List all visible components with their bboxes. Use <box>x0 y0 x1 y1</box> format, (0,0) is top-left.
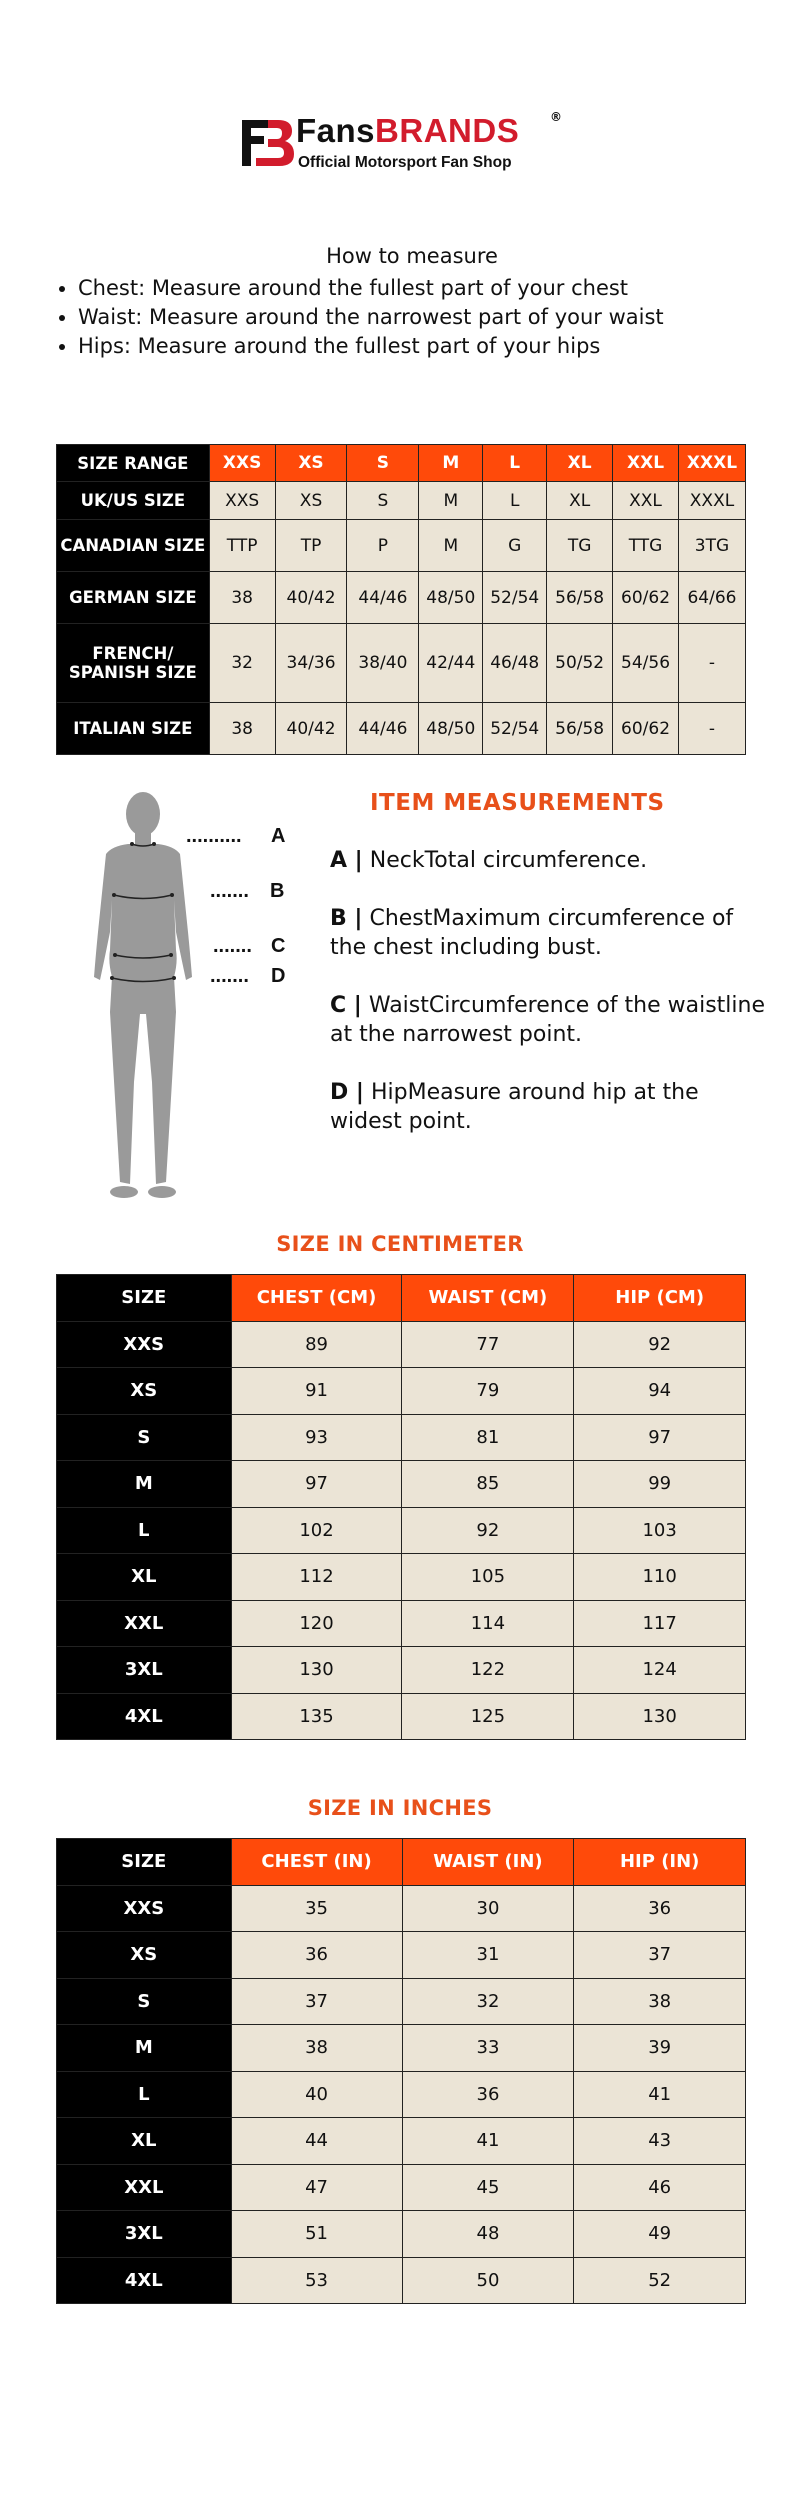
size-table-value-cell: 50 <box>402 2257 574 2304</box>
size-range-cell: 50/52 <box>547 624 613 703</box>
size-table-value-cell: 41 <box>402 2118 574 2165</box>
size-range-cell: 34/36 <box>275 624 347 703</box>
item-measurement-text: NeckTotal circumference. <box>369 848 648 873</box>
size-range-cell: 46/48 <box>483 624 547 703</box>
inch-table-title: SIZE IN INCHES <box>307 1796 493 1820</box>
size-table-size-cell: L <box>57 1507 232 1554</box>
size-table-header-cell: HIP (CM) <box>574 1275 746 1322</box>
size-table-value-cell: 33 <box>402 2025 574 2072</box>
item-measurement-label: D | <box>330 1080 364 1105</box>
human-silhouette-icon <box>94 792 192 1198</box>
marker-c-dots: ....... <box>213 935 252 957</box>
size-range-cell: 60/62 <box>613 572 679 624</box>
size-range-cell: 38 <box>209 572 275 624</box>
size-range-row-label: FRENCH/ SPANISH SIZE <box>57 624 210 703</box>
size-table-header-row <box>57 1839 746 1886</box>
item-measurement-label: B | <box>330 906 363 931</box>
size-range-cell: L <box>483 482 547 520</box>
size-table-value-cell: 102 <box>231 1507 402 1554</box>
item-measurements-list <box>330 846 770 1165</box>
marker-d-label: D <box>271 965 286 987</box>
size-table-value-cell: 97 <box>231 1461 402 1508</box>
size-table-value-cell: 91 <box>231 1368 402 1415</box>
size-table-row <box>57 2025 746 2072</box>
size-range-cell: S <box>347 482 419 520</box>
size-range-cell: 44/46 <box>347 572 419 624</box>
size-table-value-cell: 46 <box>574 2164 746 2211</box>
size-range-row <box>57 520 746 572</box>
size-table-row <box>57 1647 746 1694</box>
size-range-header-cell: XXXL <box>678 445 745 482</box>
size-range-header-cell: XS <box>275 445 347 482</box>
marker-d-dots: ....... <box>210 965 249 987</box>
size-range-cell: 38/40 <box>347 624 419 703</box>
size-table-row <box>57 1368 746 1415</box>
item-measurements-title: ITEM MEASUREMENTS <box>370 790 665 816</box>
size-range-cell: 32 <box>209 624 275 703</box>
size-table-value-cell: 36 <box>574 1885 746 1932</box>
size-table-value-cell: 92 <box>574 1321 746 1368</box>
size-table-size-cell: 4XL <box>57 1693 232 1740</box>
size-range-cell: 54/56 <box>613 624 679 703</box>
size-range-cell: 52/54 <box>483 572 547 624</box>
size-table-value-cell: 89 <box>231 1321 402 1368</box>
size-table-value-cell: 52 <box>574 2257 746 2304</box>
item-measurement-text: HipMeasure around hip at the widest point. <box>330 1080 699 1134</box>
size-range-header-row <box>57 445 746 482</box>
size-table-value-cell: 31 <box>402 1932 574 1979</box>
size-table-row <box>57 1885 746 1932</box>
size-table-value-cell: 53 <box>231 2257 402 2304</box>
size-range-cell: G <box>483 520 547 572</box>
size-range-cell: 3TG <box>678 520 745 572</box>
size-table-size-cell: XS <box>57 1932 232 1979</box>
size-table-value-cell: 51 <box>231 2211 402 2258</box>
cm-size-table <box>56 1274 746 1740</box>
size-table-value-cell: 85 <box>402 1461 574 1508</box>
size-table-value-cell: 38 <box>231 2025 402 2072</box>
size-table-row <box>57 2071 746 2118</box>
size-range-cell: TG <box>547 520 613 572</box>
item-measurement <box>330 1078 770 1136</box>
size-table-header-cell: SIZE <box>57 1275 232 1322</box>
size-range-row-label: GERMAN SIZE <box>57 572 210 624</box>
size-table-value-cell: 48 <box>402 2211 574 2258</box>
size-table-value-cell: 49 <box>574 2211 746 2258</box>
size-range-cell: TTP <box>209 520 275 572</box>
size-range-cell: XXS <box>209 482 275 520</box>
size-table-header-cell: SIZE <box>57 1839 232 1886</box>
size-table-row <box>57 1554 746 1601</box>
item-measurement-label: A | <box>330 848 363 873</box>
size-range-header-label: SIZE RANGE <box>57 445 210 482</box>
size-table-value-cell: 97 <box>574 1414 746 1461</box>
size-table-value-cell: 94 <box>574 1368 746 1415</box>
size-table-value-cell: 93 <box>231 1414 402 1461</box>
size-range-cell: 40/42 <box>275 703 347 755</box>
size-range-cell: 44/46 <box>347 703 419 755</box>
size-table-value-cell: 120 <box>231 1600 402 1647</box>
size-range-cell: XL <box>547 482 613 520</box>
size-range-cell: TP <box>275 520 347 572</box>
how-to-measure-list <box>52 274 800 361</box>
size-range-cell: 48/50 <box>419 703 483 755</box>
marker-b-dots: ....... <box>210 880 249 902</box>
size-table-value-cell: 125 <box>402 1693 574 1740</box>
size-range-header-cell: L <box>483 445 547 482</box>
size-range-header-cell: S <box>347 445 419 482</box>
marker-c-label: C <box>271 935 286 957</box>
size-range-cell: XS <box>275 482 347 520</box>
item-measurement <box>330 991 770 1049</box>
size-table-size-cell: S <box>57 1414 232 1461</box>
size-table-value-cell: 37 <box>574 1932 746 1979</box>
size-table-value-cell: 110 <box>574 1554 746 1601</box>
size-table-row <box>57 1932 746 1979</box>
cm-table-title: SIZE IN CENTIMETER <box>276 1232 524 1256</box>
size-table-size-cell: XL <box>57 2118 232 2165</box>
size-table-value-cell: 114 <box>402 1600 574 1647</box>
size-range-row <box>57 572 746 624</box>
size-table-size-cell: 3XL <box>57 1647 232 1694</box>
size-range-cell: 48/50 <box>419 572 483 624</box>
size-range-cell: 56/58 <box>547 703 613 755</box>
size-table-row <box>57 2257 746 2304</box>
size-range-cell: M <box>419 520 483 572</box>
size-table-value-cell: 105 <box>402 1554 574 1601</box>
size-table-value-cell: 32 <box>402 1978 574 2025</box>
size-table-value-cell: 135 <box>231 1693 402 1740</box>
size-table-row <box>57 1507 746 1554</box>
size-range-header-cell: XXS <box>209 445 275 482</box>
size-table-value-cell: 122 <box>402 1647 574 1694</box>
how-to-measure-item: • Hips: Measure around the fullest part of your hips <box>78 332 800 361</box>
size-table-row <box>57 1600 746 1647</box>
size-table-value-cell: 39 <box>574 2025 746 2072</box>
size-table-value-cell: 36 <box>231 1932 402 1979</box>
item-measurement-label: C | <box>330 993 362 1018</box>
size-table-value-cell: 38 <box>574 1978 746 2025</box>
size-table-size-cell: XXS <box>57 1321 232 1368</box>
size-table-header-row <box>57 1275 746 1322</box>
size-range-table <box>56 444 746 755</box>
registered-mark: ® <box>550 110 562 124</box>
size-table-value-cell: 36 <box>402 2071 574 2118</box>
size-table-value-cell: 45 <box>402 2164 574 2211</box>
size-range-cell: 52/54 <box>483 703 547 755</box>
size-table-value-cell: 81 <box>402 1414 574 1461</box>
item-measurement-text: ChestMaximum circumference of the chest including bust. <box>330 906 734 960</box>
size-range-header-cell: M <box>419 445 483 482</box>
size-table-value-cell: 92 <box>402 1507 574 1554</box>
brand-name-fans: Fans <box>296 112 376 149</box>
size-range-cell: XXXL <box>678 482 745 520</box>
size-table-row <box>57 1693 746 1740</box>
size-table-row <box>57 2118 746 2165</box>
marker-a-label: A <box>271 825 286 847</box>
size-range-cell: - <box>678 703 745 755</box>
size-table-row <box>57 2211 746 2258</box>
size-table-row <box>57 1414 746 1461</box>
size-table-value-cell: 30 <box>402 1885 574 1932</box>
inch-size-table <box>56 1838 746 2304</box>
size-table-value-cell: 47 <box>231 2164 402 2211</box>
brand-name-brands: BRANDS <box>375 112 520 149</box>
brand-logo <box>238 110 568 180</box>
size-range-cell: XXL <box>613 482 679 520</box>
size-range-row <box>57 624 746 703</box>
marker-a-dots: .......... <box>186 825 242 847</box>
size-range-cell: P <box>347 520 419 572</box>
size-range-cell: TTG <box>613 520 679 572</box>
item-measurement-text: WaistCircumference of the waistline at the narrowest point. <box>330 993 765 1047</box>
size-table-size-cell: XXS <box>57 1885 232 1932</box>
size-table-value-cell: 130 <box>574 1693 746 1740</box>
size-range-row <box>57 703 746 755</box>
size-table-header-cell: WAIST (IN) <box>402 1839 574 1886</box>
size-table-value-cell: 44 <box>231 2118 402 2165</box>
size-range-row-label: CANADIAN SIZE <box>57 520 210 572</box>
size-table-size-cell: M <box>57 1461 232 1508</box>
size-table-value-cell: 117 <box>574 1600 746 1647</box>
size-table-size-cell: XS <box>57 1368 232 1415</box>
how-to-measure-section <box>0 244 800 361</box>
brand-wordmark <box>296 112 519 150</box>
size-table-value-cell: 130 <box>231 1647 402 1694</box>
size-table-size-cell: M <box>57 2025 232 2072</box>
size-table-value-cell: 99 <box>574 1461 746 1508</box>
size-table-size-cell: S <box>57 1978 232 2025</box>
body-measurement-figure <box>68 782 298 1212</box>
size-table-size-cell: 3XL <box>57 2211 232 2258</box>
size-table-size-cell: XXL <box>57 1600 232 1647</box>
size-table-value-cell: 77 <box>402 1321 574 1368</box>
size-table-size-cell: 4XL <box>57 2257 232 2304</box>
item-measurement <box>330 846 770 875</box>
size-table-value-cell: 37 <box>231 1978 402 2025</box>
size-table-size-cell: L <box>57 2071 232 2118</box>
size-table-value-cell: 43 <box>574 2118 746 2165</box>
size-table-value-cell: 41 <box>574 2071 746 2118</box>
size-table-row <box>57 1321 746 1368</box>
size-table-header-cell: WAIST (CM) <box>402 1275 574 1322</box>
size-range-cell: 38 <box>209 703 275 755</box>
marker-b-label: B <box>270 880 285 902</box>
size-range-header-cell: XXL <box>613 445 679 482</box>
size-table-value-cell: 112 <box>231 1554 402 1601</box>
size-table-value-cell: 40 <box>231 2071 402 2118</box>
size-table-header-cell: HIP (IN) <box>574 1839 746 1886</box>
size-table-row <box>57 2164 746 2211</box>
size-table-value-cell: 124 <box>574 1647 746 1694</box>
size-range-cell: 42/44 <box>419 624 483 703</box>
size-range-row-label: ITALIAN SIZE <box>57 703 210 755</box>
size-range-cell: 56/58 <box>547 572 613 624</box>
size-table-header-cell: CHEST (CM) <box>231 1275 402 1322</box>
size-range-cell: M <box>419 482 483 520</box>
size-table-row <box>57 1978 746 2025</box>
size-table-row <box>57 1461 746 1508</box>
item-measurement <box>330 904 770 962</box>
size-table-size-cell: XL <box>57 1554 232 1601</box>
size-table-header-cell: CHEST (IN) <box>231 1839 402 1886</box>
size-table-value-cell: 35 <box>231 1885 402 1932</box>
size-range-cell: 60/62 <box>613 703 679 755</box>
size-range-row-label: UK/US SIZE <box>57 482 210 520</box>
size-table-value-cell: 103 <box>574 1507 746 1554</box>
size-range-cell: - <box>678 624 745 703</box>
size-table-value-cell: 79 <box>402 1368 574 1415</box>
size-range-cell: 64/66 <box>678 572 745 624</box>
size-range-header-cell: XL <box>547 445 613 482</box>
brand-tagline: Official Motorsport Fan Shop <box>298 154 512 171</box>
size-table-size-cell: XXL <box>57 2164 232 2211</box>
size-range-row <box>57 482 746 520</box>
how-to-measure-title: How to measure <box>326 244 498 268</box>
fansbrands-logo-icon <box>238 114 296 172</box>
how-to-measure-item: • Chest: Measure around the fullest part of your chest <box>78 274 800 303</box>
size-range-cell: 40/42 <box>275 572 347 624</box>
how-to-measure-item: • Waist: Measure around the narrowest part of your waist <box>78 303 800 332</box>
